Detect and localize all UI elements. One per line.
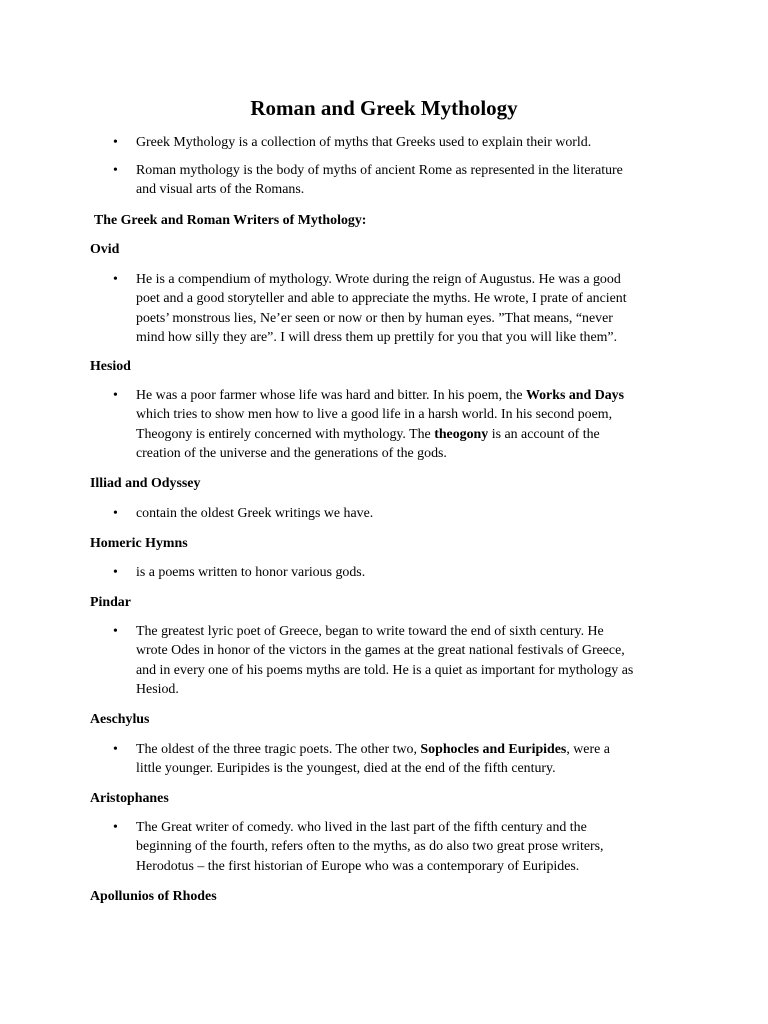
bullet-glyph: • bbox=[113, 272, 118, 287]
writer-heading-apollunios: Apollunios of Rhodes bbox=[90, 889, 217, 904]
text-line: mind how silly they are”. I will dress them up prettily for you that you will like them”. bbox=[136, 329, 618, 345]
writer-heading-pindar: Pindar bbox=[90, 595, 131, 610]
bold-text: theogony bbox=[434, 426, 489, 442]
writer-paragraph-illiad-odyssey bbox=[136, 504, 681, 523]
text-line: and in every one of his poems myths are told. He is a quiet as important for mythology as bbox=[136, 662, 634, 678]
text-line: The greatest lyric poet of Greece, began to write toward the end of sixth century. He bbox=[136, 624, 604, 639]
writer-heading-illiad-odyssey: Illiad and Odyssey bbox=[90, 476, 201, 491]
text-line: Hesiod. bbox=[136, 681, 179, 697]
text-line: Greek Mythology is a collection of myths that Greeks used to explain their world. bbox=[136, 135, 592, 150]
bullet-glyph: • bbox=[113, 506, 118, 521]
text-line bbox=[136, 386, 681, 405]
intro-paragraph-greek bbox=[136, 133, 681, 152]
bold-text: Works and Days bbox=[525, 388, 625, 403]
text-line bbox=[136, 740, 681, 759]
text-run: He was a poor farmer whose life was hard and bitter. In his poem, the bbox=[136, 388, 526, 403]
writer-paragraph-aeschylus bbox=[136, 740, 681, 779]
text-line: beginning of the fourth, refers often to the myths, as do also two great prose writers, bbox=[136, 839, 604, 855]
writer-heading-homeric-hymns: Homeric Hymns bbox=[90, 536, 188, 551]
text-line: is a poems written to honor various gods. bbox=[136, 565, 366, 580]
text-line: contain the oldest Greek writings we have. bbox=[136, 506, 374, 521]
text-run: , were a bbox=[566, 742, 610, 757]
text-line: wrote Odes in honor of the victors in the games at the great national festivals of Greece, bbox=[136, 643, 625, 659]
text-line: which tries to show men how to live a good life in a harsh world. In his second poem, bbox=[136, 407, 613, 423]
bullet-glyph: • bbox=[113, 388, 118, 403]
bullet-glyph: • bbox=[113, 820, 118, 835]
text-run: is an account of the bbox=[488, 426, 600, 442]
text-line: little younger. Euripides is the youngest, died at the end of the fifth century. bbox=[136, 761, 556, 777]
text-run: The oldest of the three tragic poets. The other two, bbox=[136, 742, 421, 757]
text-line: He is a compendium of mythology. Wrote during the reign of Augustus. He was a good bbox=[136, 272, 621, 287]
text-line: poet and a good storyteller and able to appreciate the myths. He wrote, I prate of ancient bbox=[136, 291, 627, 307]
text-line bbox=[136, 425, 681, 444]
text-line: Herodotus – the first historian of Europe who was a contemporary of Euripides. bbox=[136, 858, 580, 874]
bullet-glyph: • bbox=[113, 163, 118, 178]
writer-heading-aristophanes: Aristophanes bbox=[90, 791, 169, 806]
text-line: and visual arts of the Romans. bbox=[136, 182, 305, 198]
writer-paragraph-ovid bbox=[136, 270, 681, 347]
bullet-glyph: • bbox=[113, 624, 118, 639]
text-line: The Great writer of comedy. who lived in the last part of the fifth century and the bbox=[136, 820, 587, 835]
writer-paragraph-hesiod bbox=[136, 386, 681, 463]
writer-heading-hesiod: Hesiod bbox=[90, 359, 131, 374]
writer-paragraph-homeric-hymns bbox=[136, 563, 681, 582]
writer-heading-aeschylus: Aeschylus bbox=[90, 712, 150, 727]
text-run: Theogony is entirely concerned with mythology. The bbox=[136, 426, 435, 442]
page-title: Roman and Greek Mythology bbox=[250, 96, 518, 120]
section-heading: The Greek and Roman Writers of Mythology: bbox=[94, 213, 367, 228]
bullet-glyph: • bbox=[113, 135, 118, 150]
text-line: creation of the universe and the generations of the gods. bbox=[136, 445, 447, 461]
writer-heading-ovid: Ovid bbox=[90, 242, 120, 257]
text-line: Roman mythology is the body of myths of ancient Rome as represented in the literature bbox=[136, 163, 623, 178]
bold-text: Sophocles and Euripides bbox=[420, 742, 567, 757]
writer-paragraph-pindar bbox=[136, 622, 681, 699]
bullet-glyph: • bbox=[113, 565, 118, 580]
intro-paragraph-roman bbox=[136, 161, 681, 200]
writer-paragraph-aristophanes bbox=[136, 818, 681, 876]
bullet-glyph: • bbox=[113, 742, 118, 757]
text-line: poets’ monstrous lies, Ne’er seen or now or then by human eyes. ”That means, “never bbox=[136, 310, 613, 326]
